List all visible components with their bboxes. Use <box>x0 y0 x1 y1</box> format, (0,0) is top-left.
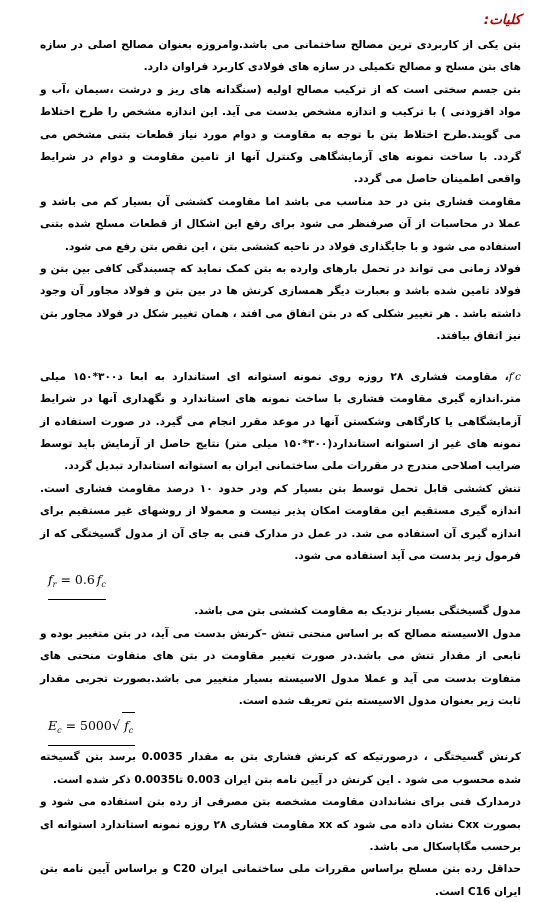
formula1-lhs: f <box>48 572 53 588</box>
fc-symbol: f′c <box>508 370 521 383</box>
formula-elastic-box <box>48 712 135 746</box>
paragraph-fc-text: ، مقاومت فشاری ۲۸ روزه روی نمونه استوانه ای استاندارد به ابعا د۳۰۰*۱۵۰ میلی متر.اندازه گیری مقاومت فشاری با ساخت نمونه های استاندارد و نگهداری آنها در شرایط آزمایشگاهی یا کارگاهی وشکستن آنها در موعد مقرر انجام می گیرد. در صورت استفاده از نمونه های غیر از استوانه استاندارد(۳۰۰*۱۵۰ میلی متر) نتایج حاصل از آزمایش باید توسط ضرایب اصلاحی مندرج در مقررات ملی ساختمانی ایران به استوانه استاندارد تبدیل گردد. <box>40 370 522 473</box>
formula1-rhs: f <box>96 572 102 588</box>
formula2-radicand <box>122 712 135 744</box>
formula2-rhs-sub: c <box>128 726 134 736</box>
paragraph-bond: فولاد زمانی می تواند در تحمل بارهای وارده به بتن کمک نماید که چسبندگی کافی بین بتن و فولاد تامین شده باشد و بعبارت دیگر همسازی کرنش ها در بین بتن و فولاد مجاور آن وجود داشته باشد . هر تغییر شکلی که در بتن اتفاق می افتد ، همان تغییر شکل در فولاد مجاور بتن نیز اتفاق بیافتد. <box>40 263 521 343</box>
paragraph-definition: بتن جسم سختی است که از ترکیب مصالح اولیه (سنگدانه های ریز و درشت ،سیمان ،آب و مواد افزودنی ) با ترکیب و اندازه مشخص بدست می آید. این اندازه مشخص را طرح اختلاط می گویند.طرح اختلاط بتن با توجه به مقاومت و دوام مورد نیاز قطعات بتنی مشخص می گردد. با ساخت نمونه های آزمایشگاهی وکنترل آنها از تامین مقاومت و دوام در شرایط واقعی اطمینان حاصل می گردد. <box>40 83 521 186</box>
paragraph-rupture: مدول گسیختگی بسیار نزدیک به مقاومت کششی بتن می باشد. <box>194 605 521 618</box>
paragraph-tension: تنش کششی قابل تحمل توسط بتن بسیار کم ودر حدود ۱۰ درصد مقاومت فشاری است. اندازه گیری مستقیم این مقاومت امکان پذیر نیست و معمولا از روشهای غیر مستقیم برای اندازه گیری آن استفاده می شد. در عمل در مدارک فنی به جای آن از مدول گسیختگی که از فرمول زیر بدست می آید استفاده می شود. <box>40 482 521 562</box>
formula1-rhs-sub: c <box>101 580 106 590</box>
paragraph-compressive: مقاومت فشاری بتن در حد مناسب می باشد اما مقاومت کششی آن بسیار کم می باشد و عملا در محاسبات از آن صرفنظر می شود برای رفع این اشکال از قطعات مسلح شده بتنی استفاده می شود و با جایگذاری فولاد در ناحیه کششی بتن ، این نقص بتن رفع می شود. <box>40 195 521 253</box>
paragraph-grade: درمدارک فنی برای نشاندادن مقاومت مشخصه بتن مصرفی از رده بتن استفاده می شود و بصورت Cxx نشان داده می شود که xx مقاومت فشاری ۲۸ روزه نمونه استاندارد استوانه ای برحسب مگاپاسکال می باشد. <box>40 796 521 853</box>
paragraph-intro: بتن یکی از کاربردی ترین مصالح ساختمانی می باشد.وامروزه بعنوان مصالح اصلی در سازه های بتن مسلح و مصالح تکمیلی در سازه های فولادی کاربرد فراوان دارد. <box>40 39 521 74</box>
paragraph-minimum-grade: حداقل رده بتن مسلح براساس مقررات ملی ساختمانی ایران C20 و براساس آیین نامه بتن ایران C16 است. <box>40 863 521 898</box>
formula2-lhs: E <box>48 718 58 734</box>
formula1-lhs-sub: r <box>52 580 57 590</box>
formula-modulus-of-rupture <box>48 567 521 600</box>
formula2-lhs-sub: c <box>57 726 62 736</box>
formula-rupture-box <box>48 567 106 600</box>
formula-elastic-modulus <box>48 712 521 746</box>
sqrt-symbol: √ <box>111 719 121 735</box>
spacer <box>40 348 521 366</box>
formula2-eq: = 5000 <box>61 718 112 734</box>
paragraph-fc <box>40 366 521 478</box>
formula1-eq: = 0.6 <box>56 572 95 588</box>
paragraph-strain: کرنش گسیختگی ، درصورتیکه که کرنش فشاری بتن به مقدار 0.0035 برسد بتن گسیخته شده محسوب می شود . این کرنش در آیین نامه بتن ایران 0.003 تا0.0035 ذکر شده است. <box>40 751 521 786</box>
formula2-rhs: f <box>124 718 129 734</box>
section-title: کلیات: <box>483 12 521 28</box>
paragraph-elastic: مدول الاسیسته مصالح که بر اساس منحنی تنش –کرنش بدست می آید، در بتن متغییر بوده و تابعی از مقدار تنش می باشد.در صورت تغییر مقاومت در بتن های متفاوت منحنی های متفاوت بدست می آید و عملا مدول الاسیسته بسیار متغییر می باشد.بصورت تجربی مقدار ثابت زیر بعنوان مدول الاسیسته بتن تعریف شده است. <box>40 627 521 707</box>
